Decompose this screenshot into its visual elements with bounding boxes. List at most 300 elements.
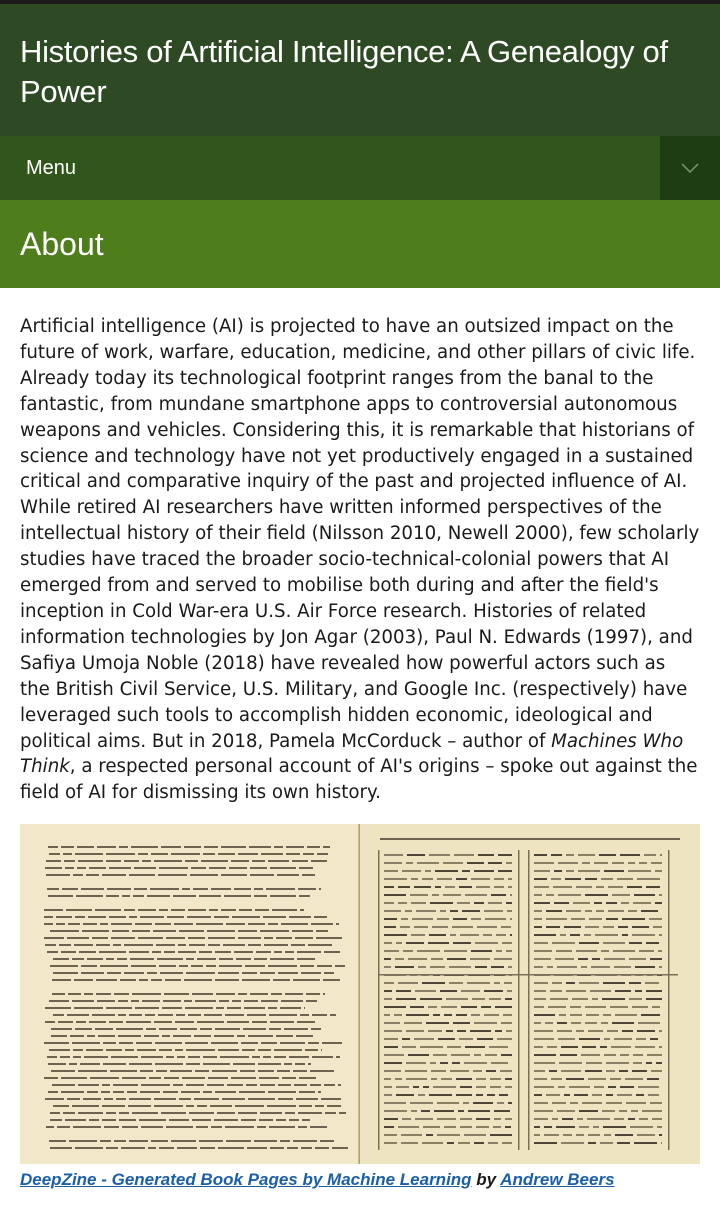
text-scribble	[378, 974, 678, 976]
text-scribble	[606, 902, 617, 904]
text-scribble	[467, 982, 490, 984]
text-scribble	[411, 902, 426, 904]
text-scribble	[46, 874, 70, 876]
text-scribble	[73, 1126, 101, 1128]
text-scribble	[106, 853, 135, 855]
text-scribble	[129, 1098, 151, 1100]
text-scribble	[405, 910, 412, 912]
text-scribble	[628, 910, 637, 912]
text-scribble	[254, 888, 263, 890]
text-scribble	[189, 1112, 214, 1114]
text-scribble	[428, 942, 449, 944]
text-scribble	[276, 1119, 286, 1121]
text-scribble	[81, 965, 97, 967]
text-scribble	[69, 1140, 97, 1142]
text-scribble	[430, 1062, 436, 1064]
text-scribble	[468, 1110, 490, 1112]
text-scribble	[53, 958, 69, 960]
text-scribble	[232, 916, 260, 918]
text-scribble	[148, 1147, 156, 1149]
text-scribble	[491, 966, 504, 968]
text-scribble	[569, 1086, 590, 1088]
text-scribble	[585, 926, 599, 928]
text-scribble	[668, 850, 670, 1150]
text-scribble	[96, 944, 110, 946]
text-scribble	[619, 1110, 627, 1112]
text-scribble	[83, 1098, 101, 1100]
text-scribble	[117, 958, 127, 960]
text-scribble	[250, 867, 267, 869]
text-scribble	[245, 965, 265, 967]
text-scribble	[401, 1134, 422, 1136]
generated-book-pages-image	[20, 824, 700, 1164]
text-scribble	[421, 1110, 430, 1112]
text-scribble	[510, 934, 512, 936]
text-scribble	[570, 1014, 582, 1016]
text-scribble	[384, 1126, 394, 1128]
text-scribble	[127, 1091, 137, 1093]
text-scribble	[215, 1091, 236, 1093]
text-scribble	[636, 1038, 646, 1040]
text-scribble	[181, 1091, 200, 1093]
text-scribble	[219, 958, 233, 960]
text-scribble	[534, 1110, 553, 1112]
text-scribble	[588, 1030, 603, 1032]
text-scribble	[238, 853, 258, 855]
text-scribble	[645, 982, 659, 984]
text-scribble	[603, 1014, 611, 1016]
text-scribble	[604, 870, 624, 872]
text-scribble	[571, 918, 585, 920]
text-scribble	[395, 1078, 402, 1080]
text-scribble	[113, 1091, 124, 1093]
text-scribble	[45, 1007, 71, 1009]
text-scribble	[411, 1110, 417, 1112]
text-scribble	[596, 886, 604, 888]
text-scribble	[156, 1070, 167, 1072]
caption-link[interactable]: DeepZine - Generated Book Pages by Machine Learning	[20, 1170, 472, 1190]
text-scribble	[557, 966, 577, 968]
text-scribble	[410, 1102, 433, 1104]
text-scribble	[456, 878, 467, 880]
text-scribble	[441, 1078, 452, 1080]
text-scribble	[66, 909, 92, 911]
text-scribble	[295, 1063, 305, 1065]
text-scribble	[606, 1102, 622, 1104]
text-scribble	[602, 1110, 615, 1112]
text-scribble	[534, 918, 542, 920]
text-scribble	[129, 1014, 142, 1016]
text-scribble	[104, 1126, 119, 1128]
text-scribble	[418, 1094, 425, 1096]
text-scribble	[50, 1112, 60, 1114]
text-scribble	[196, 923, 223, 925]
text-scribble	[661, 1142, 662, 1144]
text-scribble	[606, 1070, 615, 1072]
text-scribble	[285, 993, 303, 995]
text-scribble	[476, 1094, 483, 1096]
text-scribble	[507, 910, 512, 912]
text-scribble	[146, 1028, 156, 1030]
text-scribble	[136, 1042, 152, 1044]
text-scribble	[46, 860, 61, 862]
text-scribble	[106, 895, 119, 897]
text-scribble	[51, 1035, 67, 1037]
text-scribble	[176, 1014, 185, 1016]
menu-bar	[0, 136, 720, 200]
text-scribble	[384, 1046, 398, 1048]
text-scribble	[199, 1140, 223, 1142]
text-scribble	[284, 1028, 308, 1030]
text-scribble	[244, 1007, 265, 1009]
text-scribble	[252, 860, 265, 862]
text-scribble	[124, 909, 135, 911]
text-scribble	[197, 1105, 207, 1107]
text-scribble	[304, 1007, 305, 1009]
text-scribble	[534, 902, 550, 904]
text-scribble	[614, 1118, 624, 1120]
text-scribble	[476, 1118, 490, 1120]
text-scribble	[281, 923, 308, 925]
text-scribble	[62, 888, 78, 890]
text-scribble	[648, 1094, 659, 1096]
text-scribble	[75, 853, 103, 855]
text-scribble	[556, 1126, 575, 1128]
text-scribble	[449, 966, 471, 968]
text-scribble	[154, 860, 182, 862]
text-scribble	[293, 1140, 317, 1142]
text-scribble	[97, 1000, 115, 1002]
text-scribble	[241, 1042, 258, 1044]
text-scribble	[534, 1134, 540, 1136]
text-scribble	[534, 1030, 553, 1032]
text-scribble	[61, 1091, 84, 1093]
text-scribble	[406, 1014, 429, 1016]
text-scribble	[52, 993, 65, 995]
text-scribble	[289, 1119, 299, 1121]
text-scribble	[407, 854, 425, 856]
text-scribble	[303, 853, 314, 855]
text-scribble	[219, 1000, 229, 1002]
text-scribble	[323, 979, 340, 981]
text-scribble	[234, 951, 253, 953]
text-scribble	[131, 965, 156, 967]
caption-author-link[interactable]: Andrew Beers	[500, 1170, 615, 1190]
text-scribble	[75, 916, 85, 918]
text-scribble	[534, 1078, 547, 1080]
text-scribble	[139, 1119, 166, 1121]
text-scribble	[401, 918, 408, 920]
text-scribble	[294, 1084, 307, 1086]
text-scribble	[612, 1022, 634, 1024]
text-scribble	[114, 993, 129, 995]
text-scribble	[186, 1084, 204, 1086]
text-scribble	[423, 1126, 440, 1128]
text-scribble	[300, 1014, 309, 1016]
text-scribble	[423, 1086, 429, 1088]
text-scribble	[603, 926, 614, 928]
text-scribble	[295, 937, 313, 939]
text-scribble	[158, 1014, 173, 1016]
text-scribble	[579, 942, 599, 944]
text-scribble	[591, 966, 610, 968]
text-scribble	[552, 1118, 558, 1120]
text-scribble	[601, 950, 609, 952]
text-scribble	[429, 1094, 452, 1096]
text-scribble	[459, 886, 472, 888]
text-scribble	[433, 1014, 440, 1016]
text-scribble	[608, 886, 623, 888]
text-scribble	[437, 1134, 460, 1136]
text-scribble	[578, 854, 595, 856]
text-scribble	[384, 902, 394, 904]
text-scribble	[534, 950, 552, 952]
text-scribble	[578, 958, 588, 960]
text-scribble	[534, 1102, 548, 1104]
text-scribble	[201, 860, 228, 862]
text-scribble	[179, 930, 204, 932]
text-scribble	[625, 1078, 643, 1080]
text-scribble	[255, 909, 269, 911]
text-scribble	[606, 1094, 613, 1096]
text-scribble	[447, 1046, 461, 1048]
text-scribble	[636, 1094, 644, 1096]
text-scribble	[646, 1062, 652, 1064]
text-scribble	[430, 966, 445, 968]
text-scribble	[135, 1007, 159, 1009]
text-scribble	[462, 870, 470, 872]
text-scribble	[474, 902, 484, 904]
text-scribble	[67, 1098, 80, 1100]
text-scribble	[324, 1084, 335, 1086]
text-scribble	[647, 1078, 659, 1080]
text-scribble	[503, 1014, 512, 1016]
text-scribble	[384, 1134, 397, 1136]
text-scribble	[398, 886, 410, 888]
text-scribble	[246, 1084, 257, 1086]
text-scribble	[440, 910, 446, 912]
text-scribble	[221, 909, 236, 911]
text-scribble	[459, 1038, 473, 1040]
text-scribble	[211, 888, 231, 890]
text-scribble	[488, 1142, 498, 1144]
text-scribble	[299, 1105, 312, 1107]
text-scribble	[585, 878, 597, 880]
text-scribble	[56, 916, 72, 918]
text-scribble	[604, 1054, 616, 1056]
text-scribble	[566, 990, 586, 992]
text-scribble	[280, 1007, 301, 1009]
text-scribble	[612, 862, 624, 864]
text-scribble	[280, 1140, 290, 1142]
menu-label[interactable]: Menu	[26, 156, 77, 179]
text-scribble	[475, 942, 498, 944]
text-scribble	[658, 950, 662, 952]
text-scribble	[490, 1078, 501, 1080]
text-scribble	[268, 860, 289, 862]
text-scribble	[286, 853, 300, 855]
text-scribble	[135, 923, 152, 925]
text-scribble	[649, 918, 662, 920]
text-scribble	[443, 862, 463, 864]
text-scribble	[646, 886, 660, 888]
text-scribble	[114, 1140, 126, 1142]
text-scribble	[242, 979, 270, 981]
text-scribble	[86, 874, 99, 876]
text-scribble	[166, 1126, 193, 1128]
text-scribble	[307, 846, 320, 848]
text-scribble	[171, 1140, 196, 1142]
text-scribble	[258, 1063, 281, 1065]
text-scribble	[155, 1042, 182, 1044]
text-scribble	[160, 972, 183, 974]
text-scribble	[620, 854, 640, 856]
text-scribble	[173, 895, 196, 897]
text-scribble	[48, 1063, 66, 1065]
menu-toggle-button[interactable]	[660, 136, 720, 200]
text-scribble	[406, 1078, 427, 1080]
text-scribble	[534, 942, 548, 944]
text-scribble	[441, 1006, 457, 1008]
text-scribble	[223, 944, 245, 946]
text-scribble	[217, 1112, 235, 1114]
text-scribble	[570, 934, 580, 936]
text-scribble	[142, 1000, 160, 1002]
text-scribble	[292, 930, 313, 932]
text-scribble	[534, 1054, 556, 1056]
text-scribble	[412, 918, 433, 920]
text-scribble	[87, 1035, 95, 1037]
text-scribble	[534, 1070, 545, 1072]
text-scribble	[170, 1070, 192, 1072]
site-title[interactable]: Histories of Artificial Intelligence: A Genealogy of Power	[20, 34, 668, 109]
text-scribble	[396, 1086, 409, 1088]
text-scribble	[566, 910, 581, 912]
text-scribble	[83, 923, 97, 925]
text-scribble	[232, 1000, 241, 1002]
text-scribble	[559, 1014, 566, 1016]
text-scribble	[299, 1077, 316, 1079]
text-scribble	[498, 870, 512, 872]
text-scribble	[226, 1140, 251, 1142]
text-scribble	[317, 853, 328, 855]
text-scribble	[301, 1147, 312, 1149]
text-scribble	[604, 1038, 610, 1040]
text-scribble	[546, 918, 567, 920]
text-scribble	[276, 937, 292, 939]
text-scribble	[51, 1070, 75, 1072]
text-scribble	[408, 958, 427, 960]
text-scribble	[505, 1118, 512, 1120]
text-scribble	[132, 993, 161, 995]
text-scribble	[269, 1014, 297, 1016]
text-scribble	[579, 1126, 589, 1128]
text-scribble	[162, 1007, 182, 1009]
text-scribble	[188, 909, 206, 911]
text-scribble	[453, 918, 467, 920]
text-scribble	[570, 1006, 581, 1008]
text-scribble	[44, 916, 53, 918]
text-scribble	[215, 1028, 240, 1030]
text-scribble	[544, 1134, 559, 1136]
text-scribble	[534, 1006, 544, 1008]
text-scribble	[408, 1054, 429, 1056]
text-scribble	[484, 990, 503, 992]
text-scribble	[534, 990, 546, 992]
text-scribble	[264, 944, 288, 946]
text-scribble	[166, 1056, 174, 1058]
text-scribble	[510, 894, 512, 896]
text-scribble	[268, 965, 297, 967]
text-scribble	[659, 894, 662, 896]
text-scribble	[324, 972, 334, 974]
text-scribble	[578, 870, 600, 872]
text-scribble	[384, 1062, 402, 1064]
text-scribble	[180, 1028, 197, 1030]
text-scribble	[203, 1091, 212, 1093]
text-scribble	[247, 1147, 267, 1149]
text-scribble	[221, 874, 247, 876]
text-scribble	[464, 1134, 486, 1136]
text-scribble	[621, 902, 629, 904]
text-scribble	[470, 958, 490, 960]
text-scribble	[431, 1078, 437, 1080]
text-scribble	[218, 1049, 239, 1051]
text-scribble	[550, 998, 568, 1000]
text-scribble	[121, 1147, 145, 1149]
text-scribble	[280, 1042, 305, 1044]
text-scribble	[242, 972, 257, 974]
text-scribble	[627, 886, 642, 888]
text-scribble	[308, 1063, 311, 1065]
text-scribble	[635, 1046, 655, 1048]
text-scribble	[384, 998, 392, 1000]
text-scribble	[257, 1126, 266, 1128]
text-scribble	[615, 1014, 637, 1016]
text-scribble	[291, 944, 305, 946]
text-scribble	[384, 1054, 404, 1056]
text-scribble	[584, 934, 591, 936]
text-scribble	[602, 998, 625, 1000]
text-scribble	[558, 894, 581, 896]
text-scribble	[90, 1077, 119, 1079]
text-scribble	[622, 918, 645, 920]
paragraph-text-end: , a respected personal account of AI's origins – spoke out against the field of AI for dismissing its own history.	[20, 756, 698, 804]
text-scribble	[261, 853, 283, 855]
text-scribble	[100, 1140, 111, 1142]
text-scribble	[637, 1134, 655, 1136]
text-scribble	[474, 870, 494, 872]
text-scribble	[545, 1022, 553, 1024]
text-scribble	[310, 1126, 327, 1128]
text-scribble	[451, 1054, 470, 1056]
text-scribble	[420, 1046, 443, 1048]
text-scribble	[317, 965, 332, 967]
text-scribble	[214, 1035, 234, 1037]
text-scribble	[53, 1105, 69, 1107]
text-scribble	[414, 926, 428, 928]
text-scribble	[140, 916, 164, 918]
text-scribble	[619, 1070, 628, 1072]
text-scribble	[546, 1094, 560, 1096]
text-scribble	[173, 1035, 191, 1037]
text-scribble	[49, 853, 60, 855]
text-scribble	[152, 951, 161, 953]
text-scribble	[555, 958, 574, 960]
text-scribble	[378, 850, 380, 1150]
text-scribble	[126, 1021, 151, 1023]
text-scribble	[89, 1021, 106, 1023]
